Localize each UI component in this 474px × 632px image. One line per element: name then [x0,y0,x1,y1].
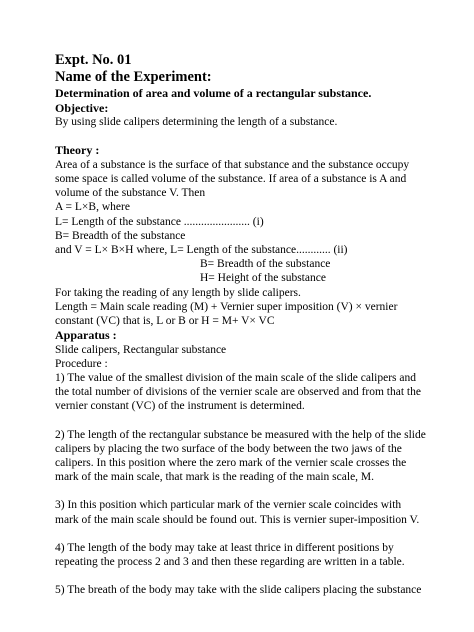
procedure-step-3: 3) In this position which particular mark of the vernier scale coincides with mark of the main scale should be found out. This is vernier super-imposition V. [55,499,420,526]
document-page [55,52,455,597]
procedure-step-4: 4) The length of the body may take at least thrice in different positions by repeating the process 2 and 3 and then these regarding are written in a table. [55,541,405,569]
procedure-step-5: 5) The breath of the body may take with the slide calipers placing the substance [55,584,422,597]
formula-breadth-def: B= Breadth of the substance [55,229,186,242]
theory-heading: Theory : [55,143,100,158]
formula-volume: and V = L× B×H where, L= Length of the substance............ (ii) [55,243,348,256]
reading-line: For taking the reading of any length by slide calipers. [55,286,301,299]
apparatus-heading: Apparatus : [55,328,117,343]
formula-breadth-def-indented: B= Breadth of the substance [200,258,331,271]
apparatus-text: Slide calipers, Rectangular substance [55,343,227,356]
theory-line: volume of the substance V. Then [55,187,206,200]
procedure-step-1: 1) The value of the smallest division of the main scale of the slide calipers and the total number of divisions of the vernier scale are observed and from that the vernier constant (VC) of the instrument is determined. [55,372,421,413]
experiment-number: Expt. No. 01 [55,52,132,68]
objective-heading: Objective: [55,100,109,115]
procedure-label: Procedure : [55,357,108,370]
reading-line: constant (VC) that is, L or B or H = M+ V× VC [55,314,275,327]
theory-line: some space is called volume of the substance. If area of a substance is A and [55,172,407,185]
formula-length-def: L= Length of the substance ....................... (i) [55,215,264,228]
experiment-title: Determination of area and volume of a rectangular substance. [55,86,372,100]
reading-line: Length = Main scale reading (M) + Vernier super imposition (V) × vernier [55,300,398,313]
theory-line: Area of a substance is the surface of that substance and the substance occupy [55,158,410,171]
procedure-step-2: 2) The length of the rectangular substance be measured with the help of the slide calipers by placing the two surface of the body between the two jaws of the calipers. In this position where the zero mark of the vernier scale crosses the mark of the main scale, that mark is the reading of the main scale, M. [55,428,426,484]
formula-area: A = L×B, where [55,201,130,214]
objective-text: By using slide calipers determining the length of a substance. [55,116,338,128]
formula-height-def: H= Height of the substance [200,272,326,285]
experiment-name-label: Name of the Experiment: [55,69,212,85]
